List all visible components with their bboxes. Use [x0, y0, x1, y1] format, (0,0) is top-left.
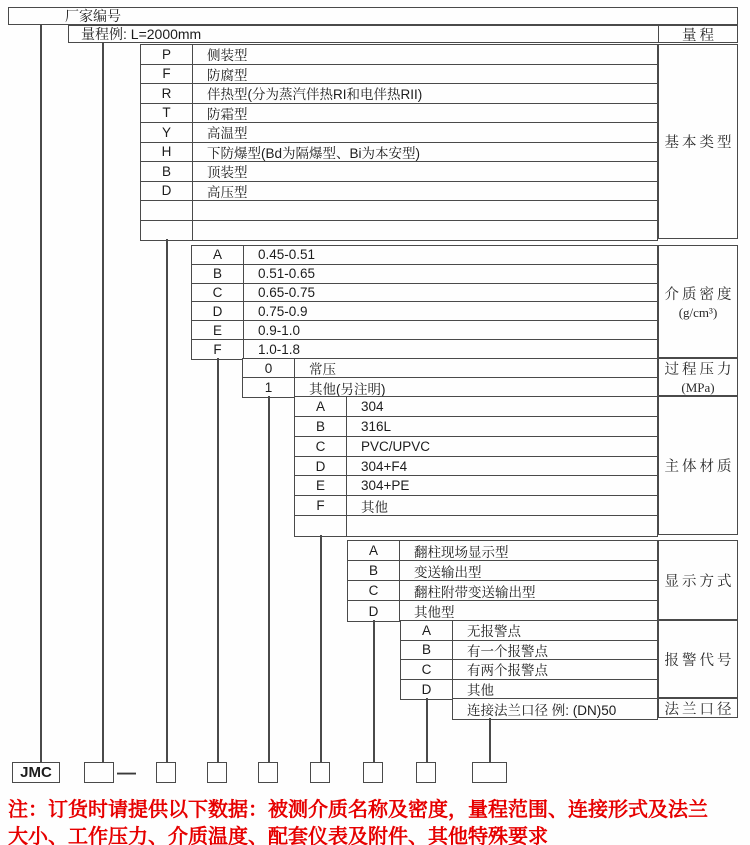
code-cell: A [401, 621, 453, 640]
order-note-line1: 注：订货时请提供以下数据：被测介质名称及密度，量程范围、连接形式及法兰 [8, 799, 708, 821]
code-cell: 0 [243, 359, 295, 377]
code-cell: F [141, 65, 193, 84]
code-cell: B [401, 641, 453, 660]
section-label-basic-type [658, 44, 738, 239]
selection-table-body-material [294, 396, 658, 537]
table-row [348, 541, 657, 561]
desc-cell: 0.45-0.51 [258, 247, 316, 263]
desc-cell: 翻柱附带变送输出型 [414, 584, 536, 600]
section-label-text: 报警代号 [664, 652, 735, 669]
desc-cell: 其他 [467, 683, 494, 699]
section-label-text: 主体材质 [664, 459, 735, 475]
table-row [192, 265, 657, 284]
code-cell: T [141, 104, 193, 123]
table-row [192, 246, 657, 265]
code-cell: A [348, 541, 400, 560]
code-cell: D [141, 182, 193, 201]
range-label-cell [658, 25, 738, 43]
table-row [348, 601, 657, 621]
desc-cell: 0.65-0.75 [258, 285, 316, 301]
section-label-flange-size [658, 698, 738, 718]
table-row [243, 378, 657, 397]
desc-cell: 其他型 [414, 605, 455, 620]
connector-line [102, 43, 104, 762]
order-note [8, 797, 746, 845]
code-cell: R [141, 84, 193, 103]
code-cell: D [348, 601, 400, 621]
connector-line [320, 535, 322, 762]
section-label-text: 显示方式 [664, 573, 735, 590]
section-label-alarm-code [658, 620, 738, 698]
desc-cell: 常压 [309, 362, 336, 377]
table-row [295, 496, 657, 516]
table-row [295, 417, 657, 437]
code-cell [141, 201, 193, 220]
table-row [295, 437, 657, 457]
section-label-text: 介质密度 [664, 286, 735, 303]
desc-cell: 304+F4 [361, 458, 408, 474]
section-label-body-material [658, 396, 738, 535]
table-row [401, 660, 657, 680]
code-cell: F [192, 340, 244, 359]
table-row [192, 321, 657, 340]
connector-line [268, 396, 270, 762]
desc-cell: 0.75-0.9 [258, 303, 308, 319]
connector-line [426, 698, 428, 762]
table-row [141, 162, 657, 182]
table-row [401, 680, 657, 700]
table-row [295, 457, 657, 477]
table-row [141, 143, 657, 163]
section-label-process-pressure [658, 358, 738, 396]
desc-cell: 304 [361, 398, 384, 414]
code-cell: D [401, 680, 453, 700]
code-cell: C [401, 660, 453, 679]
code-cell: Y [141, 123, 193, 142]
table-row [141, 84, 657, 104]
table-row [141, 182, 657, 202]
code-cell: H [141, 143, 193, 162]
table-row [141, 221, 657, 241]
desc-cell: 有两个报警点 [467, 663, 548, 679]
desc-cell: 高压型 [207, 184, 248, 200]
section-label-medium-density [658, 245, 738, 358]
code-cell: D [192, 302, 244, 320]
desc-cell: 侧装型 [207, 48, 248, 64]
desc-cell: 有一个报警点 [467, 643, 548, 659]
model-code-box-6 [363, 762, 383, 783]
range-example-box [68, 25, 738, 43]
code-cell [295, 516, 347, 536]
model-code-box-4 [258, 762, 278, 783]
desc-cell: 伴热型(分为蒸汽伴热RI和电伴热RII) [207, 87, 423, 103]
connector-line [166, 239, 168, 762]
code-cell: 1 [243, 378, 295, 397]
model-code-box-8 [472, 762, 507, 783]
order-note-line2: 大小、工作压力、介质温度、配套仪表及附件、其他特殊要求 [8, 826, 548, 845]
table-row [401, 641, 657, 661]
selection-table-alarm-code [400, 620, 658, 700]
table-row [348, 561, 657, 581]
code-cell: E [192, 321, 244, 339]
code-cell: C [348, 581, 400, 600]
table-row [141, 104, 657, 124]
selection-table-basic-type [140, 44, 658, 241]
code-cell: B [295, 417, 347, 436]
table-row [192, 340, 657, 359]
code-cell: D [295, 457, 347, 476]
desc-cell: 变送输出型 [414, 564, 482, 580]
model-code-box-7 [416, 762, 436, 783]
code-cell: F [295, 496, 347, 515]
table-row [295, 476, 657, 496]
code-cell: B [192, 265, 244, 283]
desc-cell: 1.0-1.8 [258, 342, 301, 358]
table-row [141, 123, 657, 143]
desc-cell: 下防爆型(Bd为隔爆型、Bi为本安型) [207, 145, 421, 161]
desc-cell: 其他 [361, 499, 388, 515]
desc-cell: 304+PE [361, 478, 410, 494]
desc-cell: 顶装型 [207, 165, 248, 181]
table-row [141, 65, 657, 85]
factory-code-box [8, 7, 738, 25]
section-label-text: 基本类型 [664, 135, 735, 151]
desc-cell: 无报警点 [467, 624, 521, 640]
model-prefix-box [12, 762, 60, 783]
section-label-subtext: (g/cm³) [678, 304, 718, 320]
table-row [243, 359, 657, 378]
desc-cell: 0.51-0.65 [258, 266, 316, 282]
code-cell: C [192, 284, 244, 302]
desc-cell: 防腐型 [207, 67, 248, 83]
code-cell: C [295, 437, 347, 456]
section-label-subtext: (MPa) [681, 380, 715, 395]
section-label-text: 法兰口径 [664, 701, 735, 718]
table-row [141, 201, 657, 221]
desc-cell: 高温型 [207, 126, 248, 142]
connector-line [373, 620, 375, 762]
desc-cell: 316L [361, 418, 392, 434]
desc-cell: 连接法兰口径 例: (DN)50 [467, 703, 617, 718]
connector-line [489, 718, 491, 762]
selection-table-display-mode [347, 540, 658, 622]
connector-line [217, 358, 219, 762]
model-code-box-2 [156, 762, 176, 783]
code-cell: B [348, 561, 400, 580]
selection-table-process-pressure [242, 358, 658, 398]
range-example-text: 量程例: L=2000mm [81, 26, 202, 42]
code-cell: B [141, 162, 193, 181]
model-separator: — [117, 763, 136, 784]
table-row [401, 621, 657, 641]
selection-table-medium-density [191, 245, 658, 360]
code-cell [141, 221, 193, 241]
desc-cell: 翻柱现场显示型 [414, 544, 509, 560]
factory-code-label: 厂家编号 [65, 8, 121, 24]
table-row [192, 284, 657, 303]
section-label-display-mode [658, 540, 738, 620]
table-row [348, 581, 657, 601]
table-row [295, 397, 657, 417]
desc-cell: PVC/UPVC [361, 438, 431, 454]
table-row [453, 699, 657, 719]
code-cell: E [295, 476, 347, 495]
code-cell: A [295, 397, 347, 416]
desc-cell: 防霜型 [207, 106, 248, 122]
table-row [141, 45, 657, 65]
range-label: 量程 [682, 27, 717, 44]
connector-line [40, 25, 42, 762]
selection-table-flange-size [452, 698, 658, 720]
model-code-box-1 [84, 762, 114, 783]
model-prefix-label: JMC [20, 764, 52, 781]
table-row [192, 302, 657, 321]
desc-cell: 0.9-1.0 [258, 322, 301, 338]
code-cell: P [141, 45, 193, 64]
model-code-box-5 [310, 762, 330, 783]
table-row [295, 516, 657, 536]
code-cell: A [192, 246, 244, 264]
desc-cell: 其他(另注明) [309, 381, 386, 397]
model-code-box-3 [207, 762, 227, 783]
section-label-text: 过程压力 [664, 362, 735, 378]
